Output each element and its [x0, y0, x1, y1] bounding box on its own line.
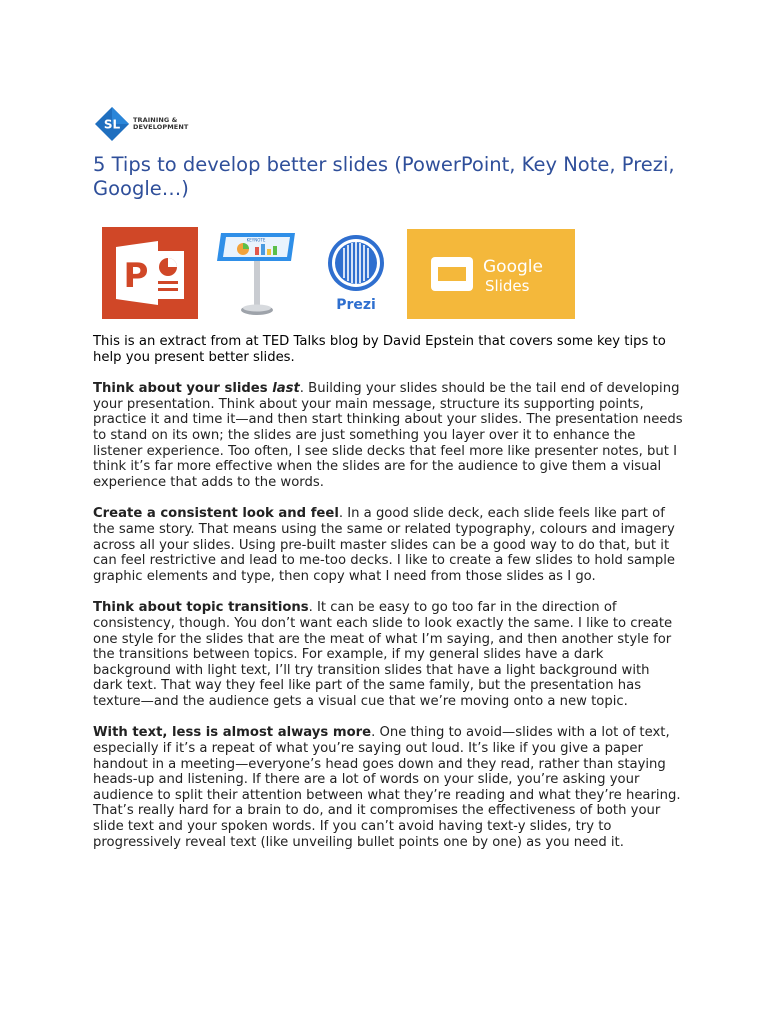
page-title: 5 Tips to develop better slides (PowerPoint, Key Note, Prezi, Google…) — [93, 153, 675, 200]
tip-text: . It can be easy to go too far in the direction of consistency, though. You don’t want each slide to look exactly the same. I like to create one style for the slides that are the meat of what I’m saying, and then another style for the transitions between topics. For example, if my general slides have a dark background with light text, I’ll try transition slides that have a light background with dark text. That way they feel like part of the same family, but the presentation has texture—and the audience gets a visual cue that we’re moving onto a new topic. — [93, 600, 673, 709]
google-slides-line-2: Slides — [485, 277, 530, 295]
keynote-logo-icon — [215, 227, 299, 319]
logo-initials: SL — [103, 117, 121, 132]
tip-heading-emphasis: last — [272, 381, 300, 397]
tip-heading: Create a consistent look and feel — [93, 506, 339, 522]
tip-paragraph — [93, 600, 683, 709]
tip-heading: With text, less is almost always more — [93, 725, 372, 741]
tip-text: . One thing to avoid—slides with a lot of text, especially if it’s a repeat of what you’re saying out loud. It’s like if you give a paper handout in a meeting—everyone’s head goes down and they read, rather than staying heads-up and listening. If there are a lot of words on your slide, you’re asking your audience to split their attention between what they’re reading and what they’re hearing. That’s really hard for a brain to do, and it compromises the effectiveness of both your slide text and your spoken words. If you can’t avoid having text-y slides, try to progressively reveal text (like unveiling bullet points one by one) as you need it. — [93, 725, 681, 850]
sl-badge-icon — [94, 106, 130, 142]
tip-paragraph — [93, 381, 683, 490]
tip-text: . In a good slide deck, each slide feels like part of the same story. That means using the same or related typography, colours and imagery across all your slides. Using pre-built master slides can be a good way to do that, but it can feel restrictive and lead to me-too decks. I like to create a few slides to hold sample graphic elements and type, then copy what I need from those slides as I go. — [93, 506, 676, 584]
tip-heading-text: Think about your slides — [93, 381, 273, 397]
tip-paragraph — [93, 506, 683, 584]
powerpoint-letter: P — [123, 256, 149, 296]
tip-heading: Think about topic transitions — [93, 600, 309, 616]
logo-line-1: TRAINING & — [133, 116, 178, 124]
logo-line-2: DEVELOPMENT — [133, 123, 189, 131]
prezi-logo-icon — [324, 231, 388, 315]
tip-text: . Building your slides should be the tail end of developing your presentation. Think about your main message, structure its supporting points, practice it and time it—and then start thinking about your slides. The presentation needs to stand on its own; the slides are just something you layer over it to enhance the listener experience. Too often, I see slide decks that feel more like presenter notes, but I think it’s far more effective when the slides are for the audience to give them a visual experience that adds to the words. — [93, 381, 683, 490]
tip-paragraph — [93, 725, 683, 850]
tip-heading — [93, 381, 300, 396]
prezi-wordmark: Prezi — [336, 297, 376, 313]
powerpoint-logo-icon — [102, 227, 198, 319]
google-slides-logo-icon — [407, 229, 575, 319]
company-logo — [94, 106, 188, 142]
logo-wordmark — [133, 117, 188, 131]
google-slides-line-1: Google — [483, 257, 543, 277]
keynote-screen-label: KEYNOTE — [246, 237, 266, 243]
app-logos-row — [102, 227, 582, 320]
article-body — [93, 334, 683, 866]
intro-paragraph: This is an extract from at TED Talks blog by David Epstein that covers some key tips to help you present better slides. — [93, 334, 666, 365]
